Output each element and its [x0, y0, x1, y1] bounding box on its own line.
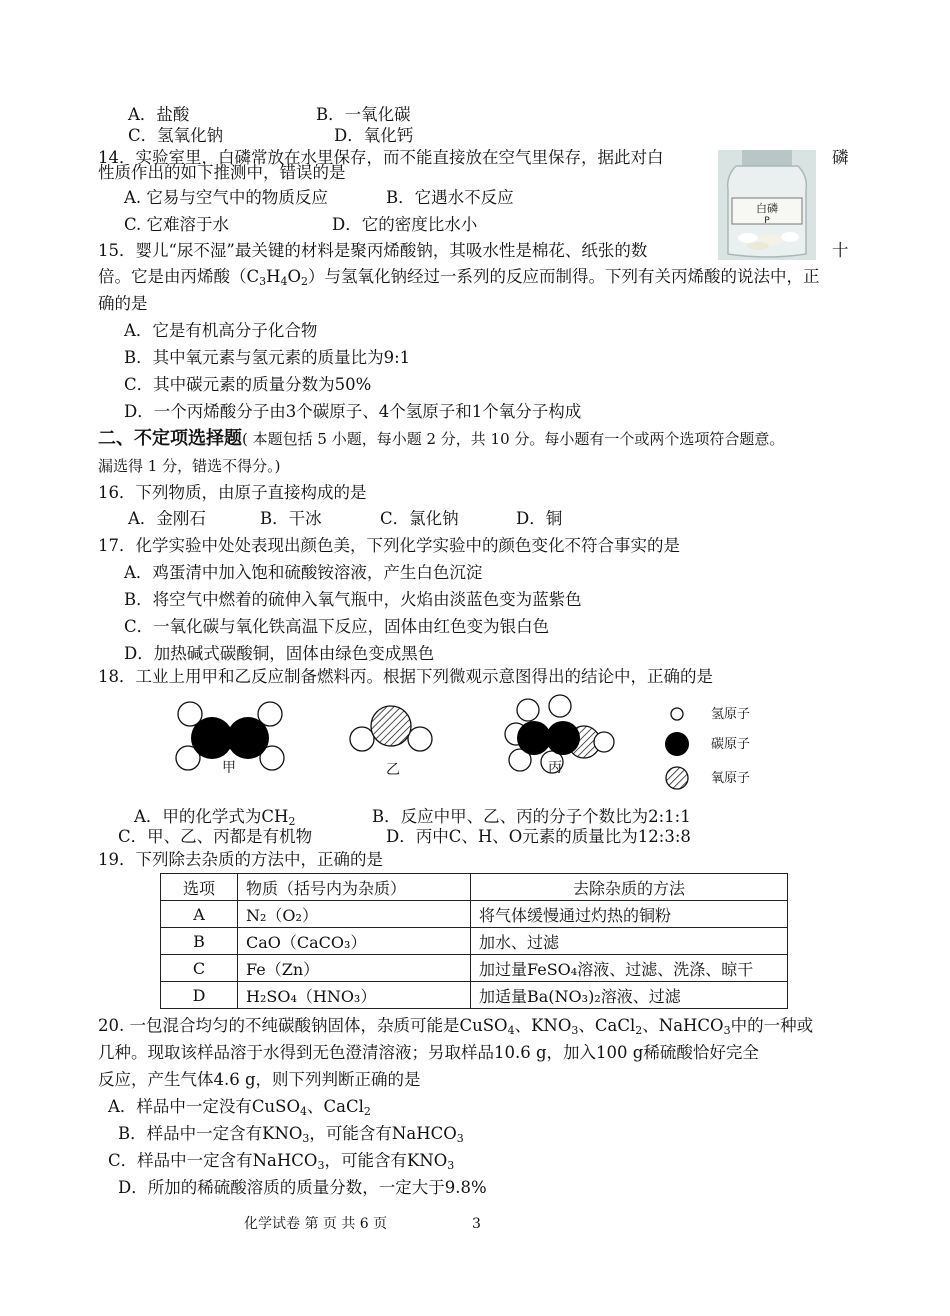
table-cell-option: D: [161, 982, 238, 1009]
molecule-bing: [505, 695, 614, 776]
q15-stem-line2: 倍。它是由丙烯酸$(C_3H_4O_2)$与氢氧化钠经过一系列的反应而制得。下列有关丙烯酸的说法中，正: [98, 267, 820, 288]
table-cell-option: C: [161, 955, 238, 982]
bottle-formula: P: [764, 216, 770, 226]
q19-table: [160, 873, 788, 1009]
q20-option-b: B．样品中一定含有$KNO_3$，可能含有NaHCO$_3$: [118, 1124, 464, 1145]
table-row: [161, 928, 788, 955]
q14-stem-line2: 性质作出的如下推测中，错误的是: [98, 163, 346, 182]
q18-option-c: C．甲、乙、丙都是有机物: [118, 827, 313, 846]
q17-option-a: A．鸡蛋清中加入饱和硫酸铵溶液，产生白色沉淀: [124, 563, 483, 582]
molecule-label-yi: 乙: [386, 762, 400, 778]
table-cell-method: 将气体缓慢通过灼热的铜粉: [471, 901, 788, 928]
table-header-method: 去除杂质的方法: [471, 874, 788, 901]
q17-option-b: B．将空气中燃着的硫伸入氧气瓶中，火焰由淡蓝色变为蓝紫色: [124, 590, 582, 609]
q16-stem: 16．下列物质，由原子直接构成的是: [98, 483, 367, 502]
q14-option-a: A. 它易与空气中的物质反应: [124, 188, 328, 207]
table-header-row: [161, 874, 788, 901]
page-number: 3: [472, 1216, 481, 1232]
table-cell-substance: CaO（CaCO₃）: [238, 928, 471, 955]
q17-stem: 17．化学实验中处处表现出颜色美，下列化学实验中的颜色变化不符合事实的是: [98, 536, 680, 555]
q14-stem-line1: 14．实验室里，白磷常放在水里保存，而不能直接放在空气里保存，据此对白: [98, 148, 664, 167]
table-cell-substance: N₂（O₂）: [238, 901, 471, 928]
bottle-label: 白磷: [756, 202, 778, 215]
q15-stem-line1: 15．婴儿“尿不湿”最关键的材料是聚丙烯酸钠，其吸水性是棉花、纸张的数: [98, 241, 648, 260]
q15-stem-line1-tail: 十: [832, 241, 849, 260]
q15-option-a: A．它是有机高分子化合物: [124, 321, 318, 340]
table-cell-method: 加水、过滤: [471, 928, 788, 955]
q15-option-c: C．其中碳元素的质量分数为50%: [124, 375, 372, 394]
q14-option-b: B．它遇水不反应: [386, 188, 514, 207]
q20-stem-line2: 几种。现取该样品溶于水得到无色澄清溶液；另取样品10.6 g，加入100 g稀硫酸恰好完全: [98, 1043, 759, 1062]
table-cell-substance: Fe（Zn）: [238, 955, 471, 982]
q13-option-a: A．盐酸: [128, 105, 190, 124]
q20-stem-line3: 反应，产生气体4.6 g，则下列判断正确的是: [98, 1070, 421, 1089]
q16-option-d: D．铜: [516, 509, 563, 528]
molecule-jia: [176, 702, 284, 776]
white-phosphorus-bottle-image: [718, 150, 816, 260]
q15-option-b: B．其中氧元素与氢元素的质量比为9:1: [124, 348, 411, 367]
q18-option-b: B．反应中甲、乙、丙的分子个数比为2:1:1: [372, 807, 691, 826]
q18-stem: 18．工业上用甲和乙反应制备燃料丙。根据下列微观示意图得出的结论中，正确的是: [98, 667, 713, 686]
q18-option-a: A．甲的化学式为$CH_2$: [134, 807, 296, 828]
q14-stem-line1-tail: 磷: [832, 148, 849, 167]
q13-option-d: D．氧化钙: [334, 126, 414, 145]
section2-description: ( 本题包括 5 小题，每小题 2 分，共 10 分。每小题有一个或两个选项符合题意。: [242, 430, 785, 448]
q16-option-a: A．金刚石: [128, 509, 206, 528]
table-header-option: 选项: [161, 874, 238, 901]
table-header-substance: 物质（括号内为杂质）: [238, 874, 471, 901]
table-cell-method: 加过量FeSO₄溶液、过滤、洗涤、晾干: [471, 955, 788, 982]
molecule-label-jia: 甲: [222, 760, 236, 776]
q20-option-c: C．样品中一定含有NaHCO$_3$，可能含有$KNO_3$: [108, 1151, 455, 1172]
legend-oxygen: 氧原子: [711, 771, 751, 786]
legend-carbon: 碳原子: [711, 737, 751, 752]
q20-stem-line1: 20. 一包混合均匀的不纯碳酸钠固体，杂质可能是CuSO$_4$、$KNO_3$、CaCl$_2$、NaHCO$_3$中的一种或: [98, 1016, 814, 1037]
q19-stem: 19．下列除去杂质的方法中，正确的是: [98, 850, 383, 869]
q15-option-d: D．一个丙烯酸分子由3个碳原子、4个氢原子和1个氧分子构成: [124, 402, 582, 421]
table-cell-option: A: [161, 901, 238, 928]
q15-stem-line3: 确的是: [98, 294, 148, 313]
section2-heading: 二、不定项选择题: [98, 428, 242, 449]
q18-molecule-diagram: [0, 690, 950, 802]
table-cell-substance: H₂SO₄（HNO₃）: [238, 982, 471, 1009]
q17-option-d: D．加热碱式碳酸铜，固体由绿色变成黑色: [124, 644, 435, 663]
q14-option-d: D．它的密度比水小: [332, 215, 478, 234]
q17-option-c: C．一氧化碳与氧化铁高温下反应，固体由红色变为银白色: [124, 617, 550, 636]
section2-description-line2: 漏选得 1 分，错选不得分。): [98, 457, 281, 475]
q16-option-c: C．氯化钠: [380, 509, 459, 528]
table-cell-method: 加适量Ba(NO₃)₂溶液、过滤: [471, 982, 788, 1009]
q20-option-d: D．所加的稀硫酸溶质的质量分数，一定大于9.8%: [118, 1178, 487, 1197]
table-row: [161, 901, 788, 928]
q14-option-c: C. 它难溶于水: [124, 215, 230, 234]
page-footer-text: 化学试卷 第 页 共 6 页: [244, 1216, 388, 1232]
q16-option-b: B．干冰: [260, 509, 322, 528]
q13-option-b: B．一氧化碳: [316, 105, 411, 124]
molecule-label-bing: 丙: [548, 760, 562, 776]
q18-option-d: D．丙中C、H、O元素的质量比为12:3:8: [386, 827, 691, 846]
table-row: [161, 982, 788, 1009]
molecule-yi: [350, 706, 432, 778]
legend-hydrogen: 氢原子: [711, 707, 751, 722]
q20-option-a: A．样品中一定没有CuSO$_4$、CaCl$_2$: [108, 1097, 371, 1118]
q13-option-c: C．氢氧化钠: [128, 126, 224, 145]
table-cell-option: B: [161, 928, 238, 955]
section2-heading-line1: [98, 428, 784, 450]
table-row: [161, 955, 788, 982]
atom-legend: [665, 707, 750, 789]
